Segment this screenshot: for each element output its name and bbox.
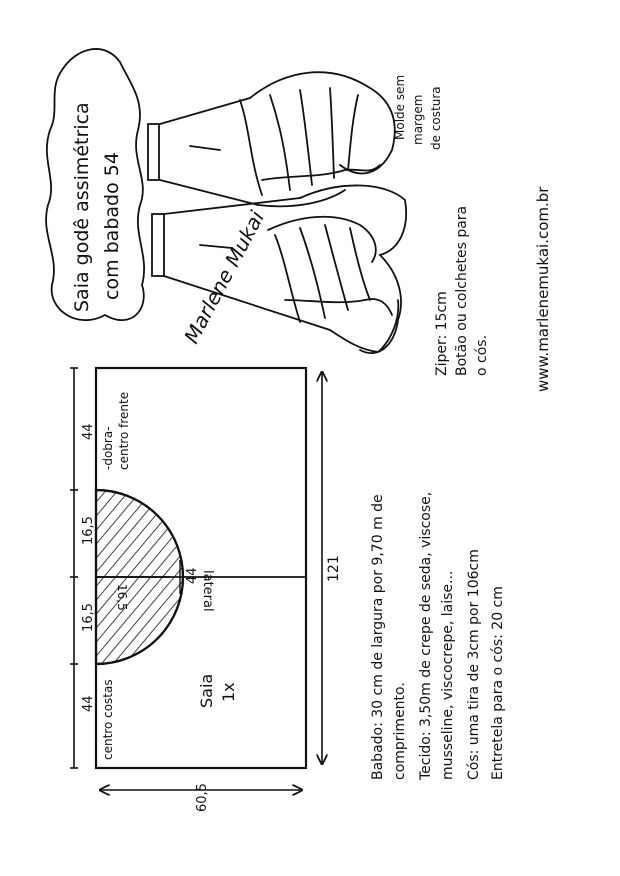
dim-left: 44	[81, 695, 96, 712]
center-back-label: centro costas	[101, 679, 115, 760]
extra-zipper: Ziper: 15cm	[434, 291, 450, 376]
dim-length: 121	[326, 555, 342, 582]
center-front-fold-label: -dobra-	[101, 426, 115, 470]
title-line1: Saia godê assimétrica	[71, 102, 93, 312]
dim-right: 44	[81, 423, 96, 440]
note-line2: margem	[411, 94, 425, 145]
side-length-label: 44	[185, 567, 200, 584]
waistband-lower	[152, 214, 164, 276]
note-line3: de costura	[429, 86, 443, 150]
note-waistband: Cós: uma tira de 3cm por 106cm	[466, 549, 482, 780]
title-cloud	[46, 49, 144, 320]
waistband-upper	[148, 124, 159, 180]
piece-name: Saia	[197, 673, 216, 708]
dim-width: 60,5	[195, 783, 210, 812]
note-line1: Molde sem	[393, 74, 407, 140]
radius-label: 16,5	[115, 584, 129, 611]
center-front-label: centro frente	[117, 391, 131, 470]
top-dimensions	[70, 368, 78, 768]
note-ruffle-2: comprimento.	[392, 682, 408, 780]
title-line2: com babado 54	[101, 152, 123, 300]
note-ruffle-1: Babado: 30 cm de largura por 9,70 m de	[370, 494, 386, 780]
note-fabric-2: musseline, viscocrepe, laise...	[440, 570, 456, 780]
piece-qty: 1x	[219, 682, 238, 702]
extra-buttons-2: o cós.	[474, 334, 490, 376]
extra-buttons-1: Botão ou colchetes para	[454, 205, 470, 376]
signature: Marlene Mukai	[179, 206, 270, 348]
dim-half-left: 16,5	[81, 603, 96, 632]
side-label: lateral	[200, 570, 215, 612]
note-fabric-1: Tecido: 3,50m de crepe de seda, viscose,	[418, 491, 434, 780]
note-interfacing: Entretela para o cós: 20 cm	[490, 586, 506, 780]
website: www.marlenemukai.com.br	[534, 186, 552, 392]
dim-half-right: 16,5	[81, 516, 96, 545]
